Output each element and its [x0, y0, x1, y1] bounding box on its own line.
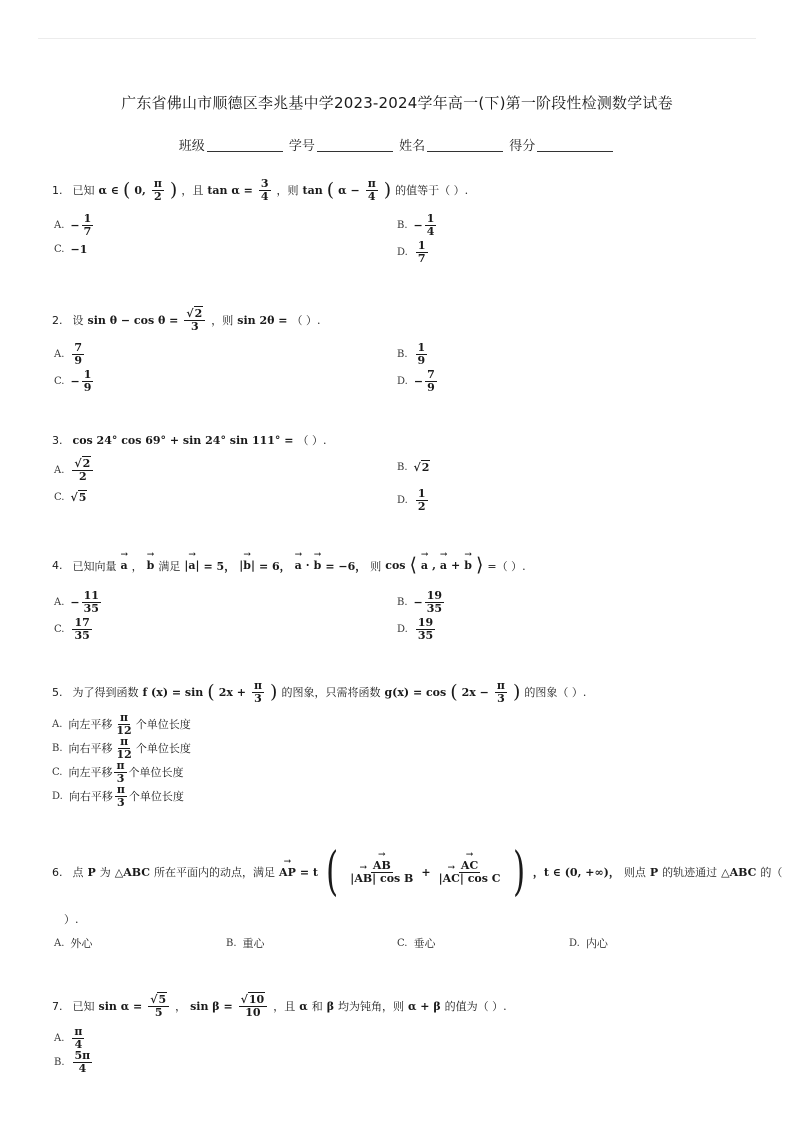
class-field[interactable]: [207, 151, 283, 152]
q1-option-c[interactable]: C. −1: [54, 243, 88, 256]
fraction: $\frac{√2}{3}$: [184, 308, 205, 332]
q1-option-b[interactable]: B. − $\frac{1}{4}$: [397, 212, 435, 238]
question-5-stem: 5. 为了得到函数 f (x) = sin ( 2x + $\frac{\pi}{3}$ ) 的图象，只需将函数 g(x) = cos ( 2x − $\frac{\pi}{3}$ ) 的图象（ ）.: [52, 679, 587, 705]
top-divider: [38, 38, 756, 39]
q4-option-a[interactable]: A. − $\frac{11}{35}$: [54, 589, 99, 615]
question-7-stem: 7. 已知 sin α = $\frac{√5}{5}$ ， sin β = $\frac{√10}{10}$ ，且 α 和 β 均为钝角，则 α + β 的值为（ ）.: [52, 993, 507, 1019]
question-4-stem: 4. 已知向量 → a ， → b 满足 |→ a| = 5， |→ b| = 6， → a · → b = −6， 则 cos ⟨ → a , → a + → b ⟩ =（ ）.: [52, 556, 526, 575]
q1-option-d[interactable]: D. 1 7: [397, 239, 426, 265]
q5-option-c[interactable]: C. 向左平移 π 3 个单位长度: [52, 759, 184, 785]
q3-option-a[interactable]: A. √2 2: [54, 458, 95, 482]
score-label: 得分: [509, 139, 536, 154]
q2-option-b[interactable]: B. 1 9: [397, 341, 426, 367]
q6-option-a[interactable]: A. 外心: [54, 937, 93, 950]
q2-option-a[interactable]: A. 7 9: [54, 341, 83, 367]
q5-option-d[interactable]: D. 向右平移 π 3 个单位长度: [52, 783, 184, 809]
fraction: π 2: [153, 177, 162, 203]
q6-option-b[interactable]: B. 重心: [226, 937, 265, 950]
q5-option-b[interactable]: B. 向右平移 π 12 个单位长度: [52, 735, 191, 761]
name-field[interactable]: [427, 151, 503, 152]
q3-option-c[interactable]: C. √5: [54, 491, 87, 504]
score-field[interactable]: [537, 151, 613, 152]
paper-title: 广东省佛山市顺德区李兆基中学2023-2024学年高一(下)第一阶段性检测数学试卷: [121, 94, 673, 112]
q5-option-a[interactable]: A. 向左平移 π 12 个单位长度: [52, 711, 191, 737]
fraction: $\frac{3}{4}$: [260, 177, 269, 203]
fraction: $\frac{\pi}{4}$: [367, 177, 376, 203]
q1-option-a[interactable]: A. − $\frac{1}{7}$: [54, 212, 92, 238]
question-2-stem: 2. 设 sin θ − cos θ = $\frac{√2}{3}$ ，则 sin 2θ = （ ）.: [52, 307, 321, 333]
q4-option-b[interactable]: B. − $\frac{19}{35}$: [397, 589, 443, 615]
question-6-stem: 6. 点 P 为 △ABC 所在平面内的动点，满足 → AP = t ( → AB |→ AB| cos B + → $\frac{AC}{\text{|→ AC| cos C}}$ ) ，t ∈ (0, +∞)， 则点 P 的轨迹通过 △ABC 的（: [52, 846, 782, 898]
q2-option-c[interactable]: C. − $\frac{1}{9}$: [54, 368, 92, 394]
question-3-stem: 3. cos 24° cos 69° + sin 24° sin 111° = （ ）.: [52, 433, 327, 447]
student-info-row: [0, 135, 794, 154]
name-label: 姓名: [399, 139, 426, 154]
q2-option-d[interactable]: D. − $\frac{7}{9}$: [397, 368, 435, 394]
q6-option-d[interactable]: D. 内心: [569, 937, 608, 950]
question-6-stem-cont: ）.: [64, 913, 79, 926]
q6-option-c[interactable]: C. 垂心: [397, 937, 436, 950]
id-label: 学号: [288, 139, 315, 154]
id-field[interactable]: [317, 151, 393, 152]
q4-option-c[interactable]: C. 17 35: [54, 616, 90, 642]
question-1-stem: 1. 已知 α ∈ ( 0, π 2 ) ，且 tan α = $\frac{3}{4}$ ，则 tan ( α − $\frac{\pi}{4}$ ) 的值等于（ ）.: [52, 177, 469, 203]
q4-option-d[interactable]: D. 19 35: [397, 616, 434, 642]
q7-option-b[interactable]: B. 5π 4: [54, 1049, 91, 1075]
class-label: 班级: [178, 139, 205, 154]
q7-option-a[interactable]: A. π 4: [54, 1025, 83, 1051]
q3-option-b[interactable]: B. √2: [397, 461, 430, 474]
q3-option-d[interactable]: D. 1 2: [397, 487, 426, 513]
